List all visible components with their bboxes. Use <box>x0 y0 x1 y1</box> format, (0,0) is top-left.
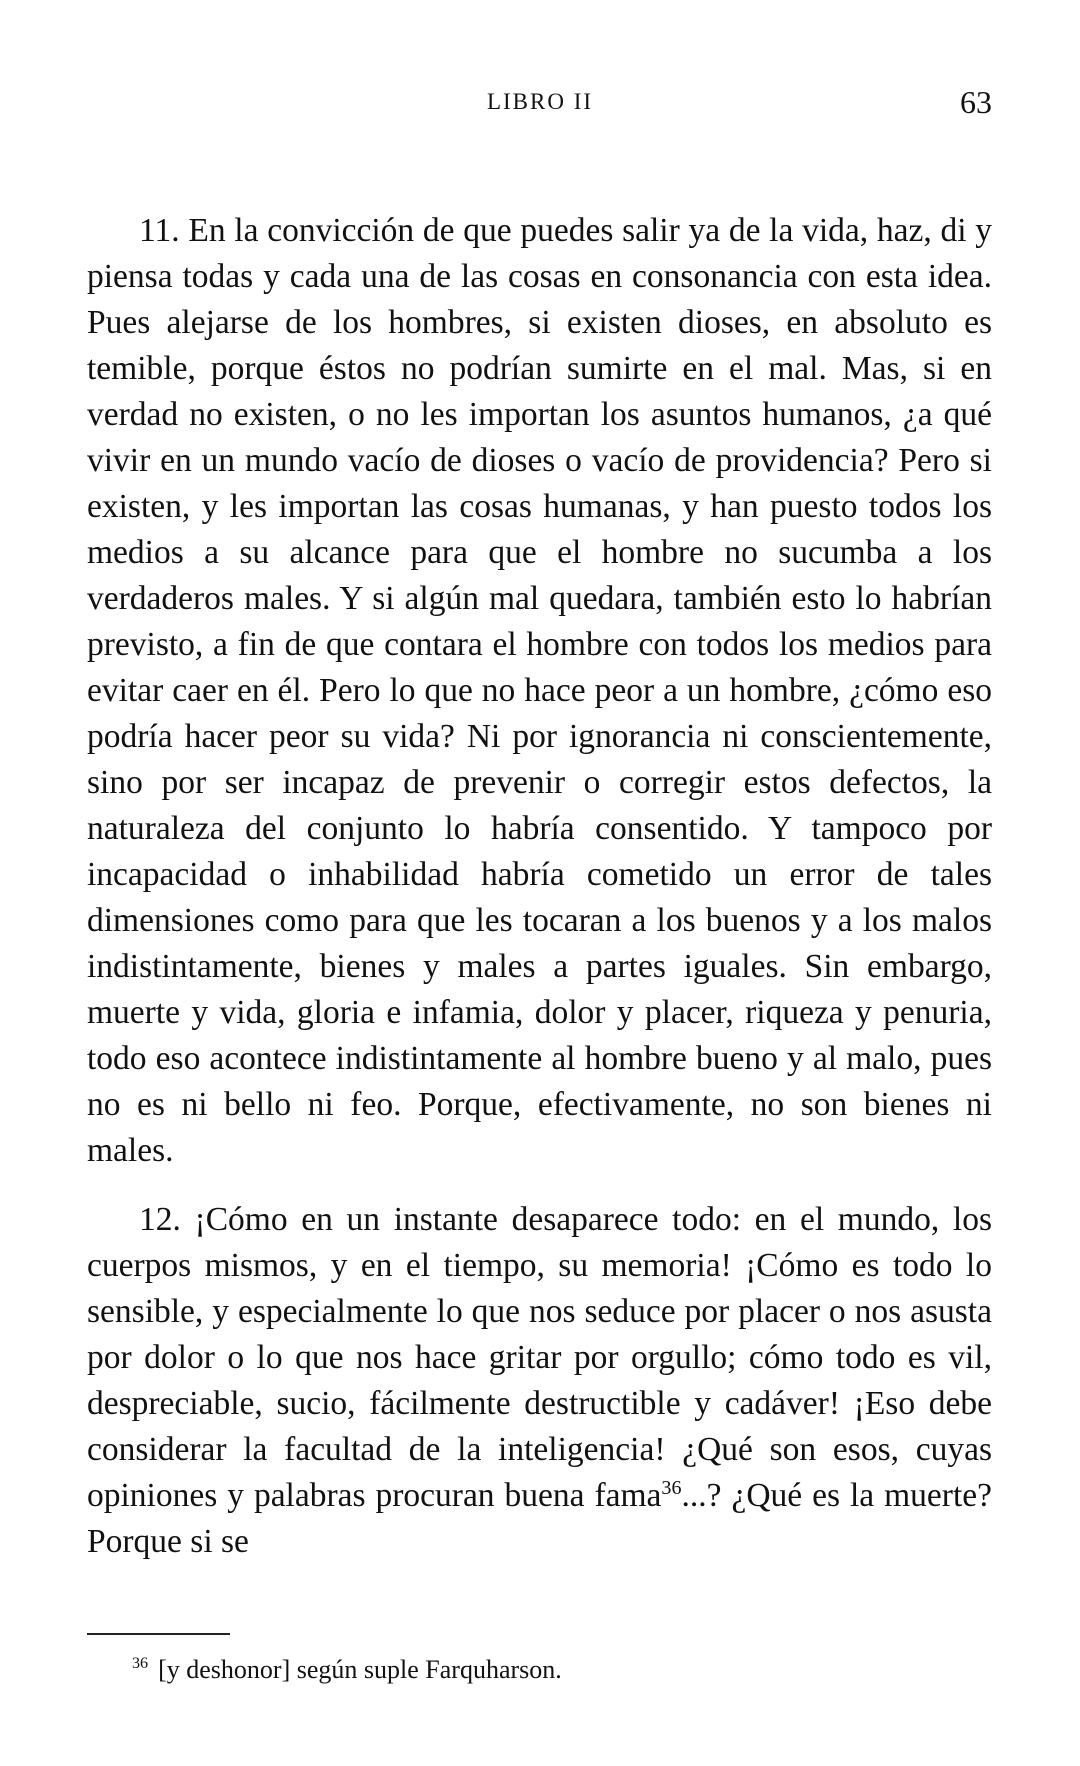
body-text <box>87 208 992 1565</box>
paragraph-12 <box>87 1197 992 1565</box>
footnote-number: 36 <box>132 1655 149 1673</box>
footnote-divider <box>87 1633 230 1635</box>
paragraph-11: 11. En la convicción de que puedes salir ya de la vida, haz, di y piensa todas y cada una de las cosas en consonancia con esta idea. Pues alejarse de los hombres, si existen dioses, en absoluto es temible, porque éstos no podrían sumirte en el mal. Mas, si en verdad no existen, o no les importan los asuntos humanos, ¿a qué vivir en un mundo vacío de dioses o vacío de providencia? Pero si existen, y les importan las cosas humanas, y han puesto todos los medios a su alcance para que el hombre no sucumba a los verdaderos males. Y si algún mal quedara, también esto lo habrían previsto, a fin de que contara el hombre con todos los medios para evitar caer en él. Pero lo que no hace peor a un hombre, ¿cómo eso podría hacer peor su vida? Ni por ignorancia ni conscientemente, sino por ser incapaz de prevenir o corregir estos defectos, la naturaleza del conjunto lo habría consentido. Y tampoco por incapacidad o inhabilidad habría cometido un error de tales dimensiones como para que les tocaran a los buenos y a los malos indistintamente, bienes y males a partes iguales. Sin embargo, muerte y vida, gloria e infamia, dolor y placer, riqueza y penuria, todo eso acontece indistintamente al hombre bueno y al malo, pues no es ni bello ni feo. Porque, efectivamente, no son bienes ni males. <box>87 212 992 1169</box>
paragraph-12-text: 12. ¡Cómo en un instante desaparece todo: en el mundo, los cuerpos mismos, y en el tiempo, su memoria! ¡Cómo es todo lo sensible, y especialmente lo que nos seduce por placer o nos asusta por dolor o lo que nos hace gritar por orgullo; cómo todo es vil, despreciable, sucio, fácilmente destructible y cadáver! ¡Eso debe considerar la facultad de la inteligencia! ¿Qué son esos, cuyas opiniones y palabras procuran buena fama <box>87 1201 992 1514</box>
footnote-text: [y deshonor] según suple Farquharson. <box>158 1655 562 1684</box>
page-number: 63 <box>960 84 992 120</box>
footnote <box>132 1652 992 1688</box>
footnote-reference: 36 <box>661 1476 682 1499</box>
paragraph-12-text-continued: ...? ¿Qué es la muerte? Porque si se <box>87 1477 992 1560</box>
running-head <box>88 82 992 122</box>
running-title: LIBRO II <box>486 89 594 114</box>
